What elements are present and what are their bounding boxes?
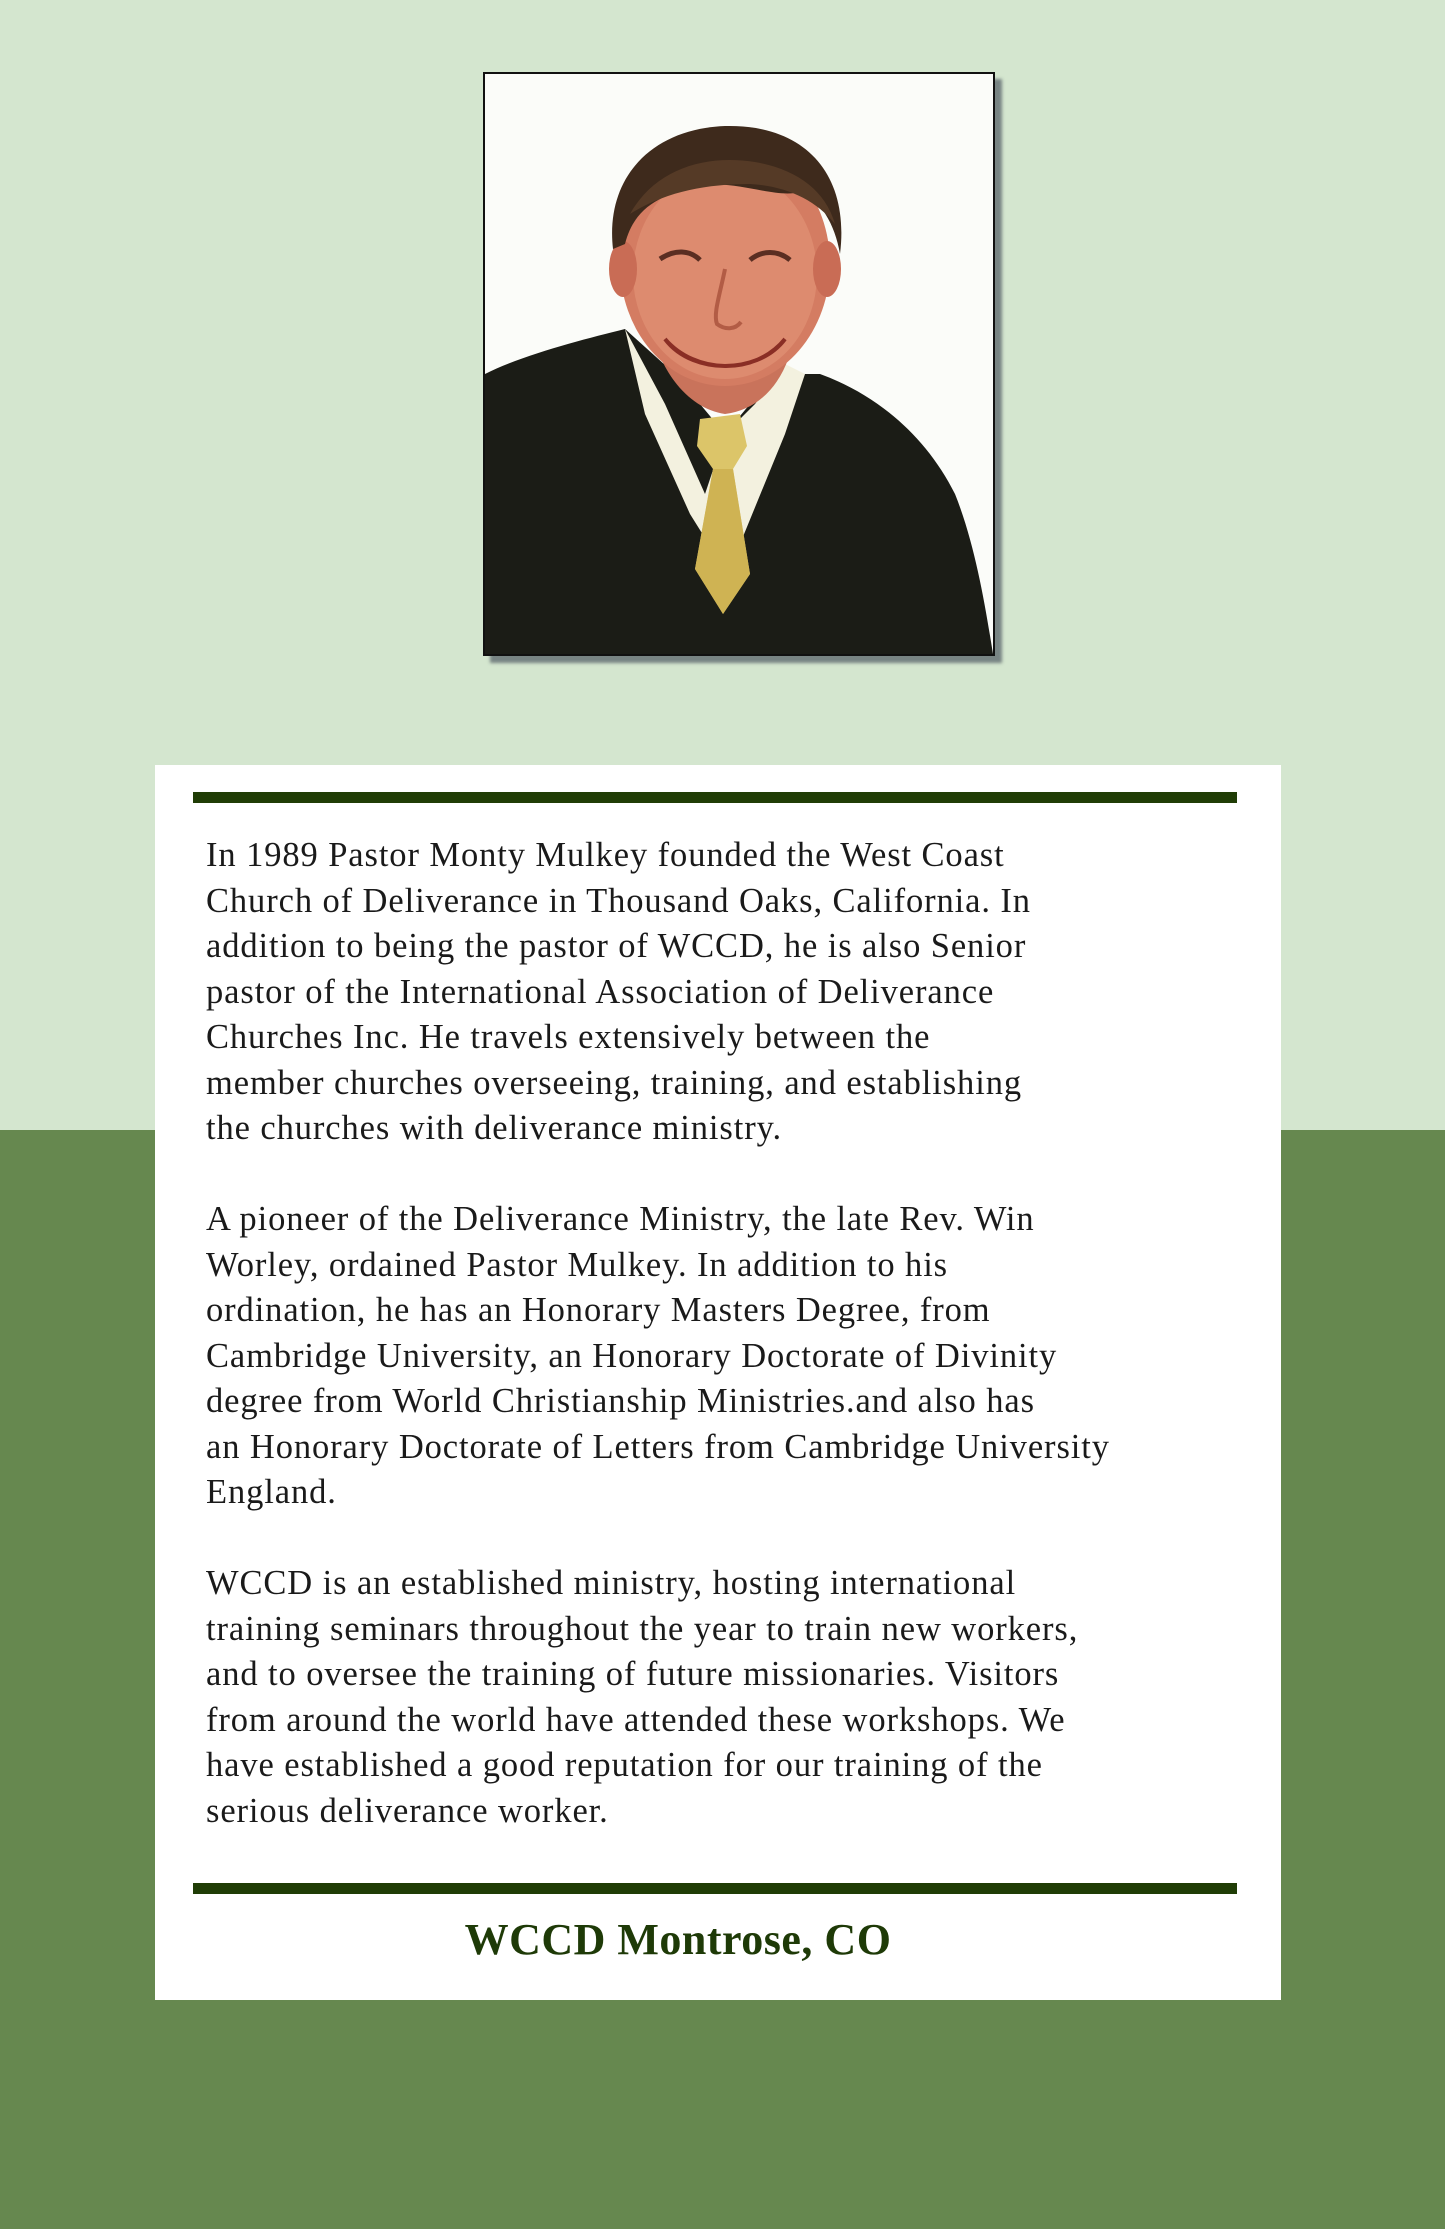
top-divider [193,792,1237,803]
bio-card [155,765,1281,2000]
pastor-portrait-icon [485,74,993,654]
bottom-divider [193,1883,1237,1894]
bio-paragraph-2: A pioneer of the Deliverance Ministry, the late Rev. Win Worley, ordained Pastor Mulkey. In addition to his ordination, he has an Honorary Masters Degree, from Cambridge University, an Honorary Doctorate of Divinity degree from World Christianship Ministries.and also has an Honorary Doctorate of Letters from Cambridge University England. [206,1200,1110,1511]
bio-text [206,833,1256,1880]
bio-paragraph-1: In 1989 Pastor Monty Mulkey founded the West Coast Church of Deliverance in Thousand Oaks, California. In addition to being the pastor of WCCD, he is also Senior pastor of the International Association of Deliverance Churches Inc. He travels extensively between the member churches overseeing, training, and establishing the churches with deliverance ministry. [206,836,1031,1147]
bio-paragraph-3: WCCD is an established ministry, hosting international training seminars throughout the year to train new workers, and to oversee the training of future missionaries. Visitors from around the world have attended these workshops. We have established a good reputation for our training of the serious deliverance worker. [206,1564,1079,1830]
footer-title: WCCD Montrose, CO [464,1915,892,1964]
pastor-photo [483,72,995,656]
